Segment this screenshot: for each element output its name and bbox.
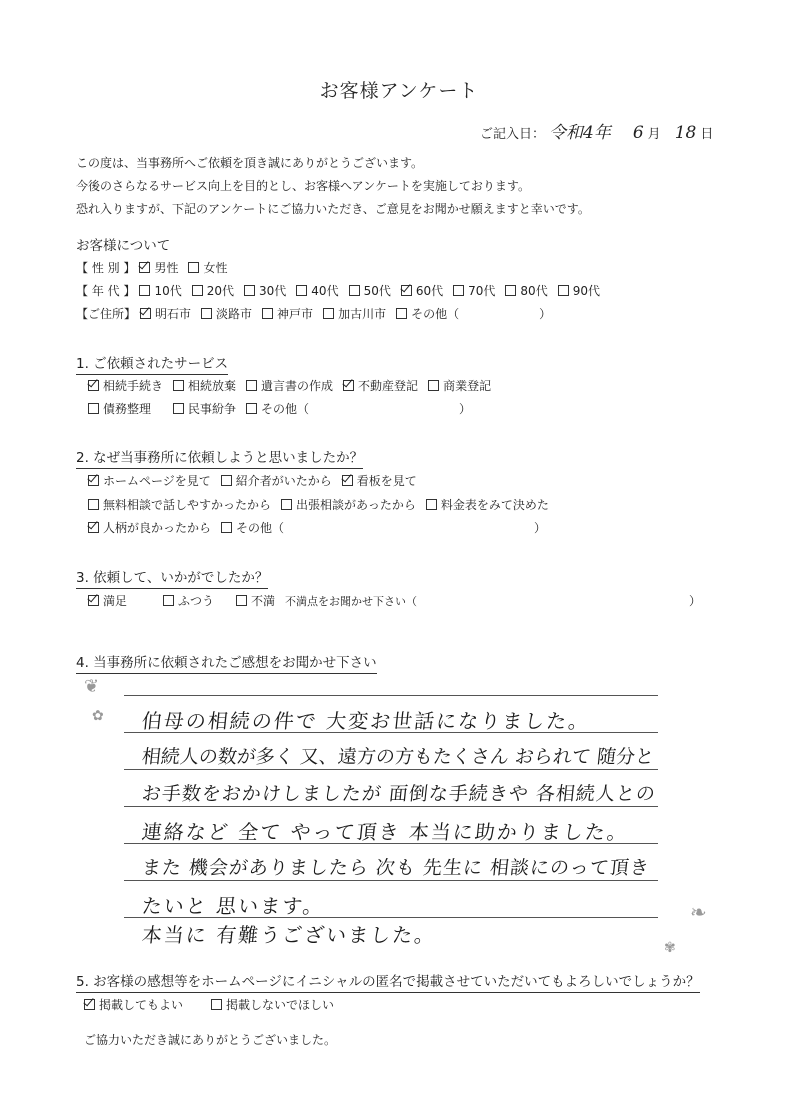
checkbox[interactable] bbox=[343, 380, 354, 391]
response-line bbox=[124, 806, 658, 807]
option-label: 30代 bbox=[259, 284, 287, 298]
option-label: 料金表をみて決めた bbox=[440, 498, 549, 512]
floral-ornament-icon: ❦ bbox=[84, 676, 100, 697]
option-label: 女性 bbox=[203, 261, 228, 275]
date-day-unit: 日 bbox=[700, 127, 714, 142]
option-label: その他（ bbox=[236, 521, 285, 535]
option-label: 70代 bbox=[468, 284, 496, 298]
age-label: 【 年 代 】 bbox=[76, 284, 136, 298]
reason-homepage-option[interactable] bbox=[88, 472, 211, 489]
option-label: 債務整理 bbox=[103, 402, 152, 416]
option-label: 加古川市 bbox=[338, 307, 387, 321]
reason-signboard-option[interactable] bbox=[342, 472, 417, 489]
reason-other-option[interactable] bbox=[221, 519, 284, 536]
handwritten-response-line: たいと 思います。 bbox=[140, 894, 326, 918]
checkbox[interactable] bbox=[88, 403, 99, 414]
option-label: 10代 bbox=[154, 284, 182, 298]
age-40-option[interactable] bbox=[296, 282, 338, 299]
q3-heading bbox=[76, 566, 268, 586]
age-30-option[interactable] bbox=[244, 282, 286, 299]
reason-referral-option[interactable] bbox=[221, 472, 332, 489]
response-line bbox=[124, 880, 658, 881]
reason-fee-option[interactable] bbox=[426, 496, 549, 513]
service-inheritance-option[interactable] bbox=[88, 377, 163, 394]
checkbox[interactable] bbox=[453, 285, 464, 296]
checkbox[interactable] bbox=[163, 595, 174, 606]
q3-row bbox=[88, 592, 701, 609]
date-era: 令和4年 bbox=[549, 123, 611, 143]
option-label: 男性 bbox=[154, 261, 179, 275]
q1-row-1 bbox=[88, 377, 501, 394]
q4-heading-text: 4. 当事務所に依頼されたご感想をお聞かせ下さい bbox=[76, 655, 377, 674]
intro-line-2: 今後のさらなるサービス向上を目的とし、お客様へアンケートを実施しております。 bbox=[76, 179, 530, 193]
age-20-option[interactable] bbox=[192, 282, 234, 299]
age-50-option[interactable] bbox=[349, 282, 391, 299]
age-row bbox=[76, 282, 610, 299]
residence-kobe-option[interactable] bbox=[262, 305, 313, 322]
date-label: ご記入日： bbox=[480, 127, 546, 142]
q5-heading-text: 5. お客様の感想等をホームページにイニシャルの匿名で掲載させていただいてもよろしいでしょうか？ bbox=[76, 974, 700, 993]
option-label: 掲載してもよい bbox=[99, 998, 184, 1012]
checkbox[interactable] bbox=[323, 308, 334, 319]
intro-line-1: この度は、当事務所へご依頼を頂き誠にありがとうございます。 bbox=[76, 156, 424, 170]
checkbox[interactable] bbox=[349, 285, 360, 296]
checkbox[interactable] bbox=[246, 380, 257, 391]
service-commercial-option[interactable] bbox=[428, 377, 491, 394]
q2-row-3 bbox=[88, 519, 546, 536]
option-label: ホームページを見て bbox=[103, 474, 211, 488]
option-label: 淡路市 bbox=[216, 307, 253, 321]
date-day: 18 bbox=[674, 123, 697, 143]
dissatisfaction-prompt: 不満点をお聞かせ下さい（ bbox=[285, 594, 418, 608]
option-label: 紹介者がいたから bbox=[235, 474, 332, 488]
checkbox[interactable] bbox=[246, 403, 257, 414]
checkbox[interactable] bbox=[88, 380, 99, 391]
checkbox[interactable] bbox=[342, 475, 353, 486]
age-70-option[interactable] bbox=[453, 282, 495, 299]
floral-ornament-icon: ✿ bbox=[92, 708, 104, 724]
checkbox[interactable] bbox=[558, 285, 569, 296]
option-label: 相続放棄 bbox=[188, 379, 237, 393]
checkbox[interactable] bbox=[262, 308, 273, 319]
option-label: 20代 bbox=[206, 284, 235, 298]
leaf-ornament-icon: ✾ bbox=[664, 940, 676, 956]
q5-heading bbox=[76, 970, 700, 990]
option-label: 人柄が良かったから bbox=[103, 521, 212, 535]
q2-heading bbox=[76, 446, 363, 466]
checkbox[interactable] bbox=[88, 475, 99, 486]
service-debt-option[interactable] bbox=[88, 400, 151, 417]
age-90-option[interactable] bbox=[558, 282, 600, 299]
checkbox[interactable] bbox=[88, 499, 99, 510]
service-other-close: ） bbox=[459, 402, 472, 416]
gender-label: 【 性 別 】 bbox=[76, 261, 136, 275]
handwritten-response-line: 伯母の相続の件で 大変お世話になりました。 bbox=[140, 709, 592, 733]
option-label: 民事紛争 bbox=[188, 402, 237, 416]
q1-heading bbox=[76, 352, 228, 372]
checkbox[interactable] bbox=[84, 999, 95, 1010]
checkbox[interactable] bbox=[236, 595, 247, 606]
residence-awaji-option[interactable] bbox=[201, 305, 252, 322]
checkbox[interactable] bbox=[139, 262, 150, 273]
q2-row-2 bbox=[88, 496, 559, 513]
option-label: 60代 bbox=[415, 284, 444, 298]
checkbox[interactable] bbox=[140, 308, 151, 319]
residence-other-close: ） bbox=[539, 307, 552, 321]
option-label: 満足 bbox=[103, 594, 128, 608]
checkbox[interactable] bbox=[426, 499, 437, 510]
gender-male-option[interactable] bbox=[139, 259, 178, 276]
checkbox[interactable] bbox=[188, 262, 199, 273]
option-label: 50代 bbox=[363, 284, 391, 298]
gender-row bbox=[76, 259, 237, 276]
checkbox[interactable] bbox=[139, 285, 150, 296]
residence-row bbox=[76, 305, 551, 322]
date-month-unit: 月 bbox=[647, 127, 661, 142]
option-label: 相続手続き bbox=[103, 379, 164, 393]
option-label: 不動産登記 bbox=[358, 379, 419, 393]
handwritten-response-line: 相続人の数が多く 又、遠方の方もたくさん おられて 随分と bbox=[140, 746, 656, 768]
closing-message: ご協力いただき誠にありがとうございました。 bbox=[84, 1033, 337, 1047]
checkbox[interactable] bbox=[296, 285, 307, 296]
option-label: 遺言書の作成 bbox=[261, 379, 334, 393]
service-civil-option[interactable] bbox=[173, 400, 236, 417]
checkbox[interactable] bbox=[192, 285, 203, 296]
date-month: 6 bbox=[632, 123, 644, 143]
service-will-option[interactable] bbox=[246, 377, 333, 394]
response-line bbox=[124, 769, 658, 770]
page-title: お客様アンケート bbox=[319, 80, 479, 102]
q3-heading-text: 3. 依頼して、いかがでしたか？ bbox=[76, 570, 268, 589]
reason-visit-option[interactable] bbox=[281, 496, 416, 513]
checkbox[interactable] bbox=[244, 285, 255, 296]
dissatisfaction-close: ） bbox=[689, 594, 702, 608]
checkbox[interactable] bbox=[505, 285, 516, 296]
checkbox[interactable] bbox=[221, 475, 232, 486]
service-other-option[interactable] bbox=[246, 400, 309, 417]
age-60-option[interactable] bbox=[401, 282, 443, 299]
handwritten-response-line: また 機会がありましたら 次も 先生に 相談にのって頂き bbox=[140, 857, 651, 879]
checkbox[interactable] bbox=[281, 499, 292, 510]
checkbox[interactable] bbox=[173, 380, 184, 391]
publish-allow-option[interactable] bbox=[84, 996, 183, 1013]
entry-date bbox=[480, 118, 713, 143]
residence-other-option[interactable] bbox=[396, 305, 459, 322]
option-label: 不満 bbox=[251, 594, 276, 608]
handwritten-response-line: 連絡など 全て やって頂き 本当に助かりました。 bbox=[140, 820, 631, 844]
q4-heading bbox=[76, 651, 377, 671]
checkbox[interactable] bbox=[173, 403, 184, 414]
q2-row-1 bbox=[88, 472, 427, 489]
checkbox[interactable] bbox=[201, 308, 212, 319]
age-10-option[interactable] bbox=[139, 282, 181, 299]
result-neutral-option[interactable] bbox=[163, 592, 214, 609]
checkbox[interactable] bbox=[211, 999, 222, 1010]
checkbox[interactable] bbox=[428, 380, 439, 391]
about-heading: お客様について bbox=[76, 238, 171, 254]
reason-other-close: ） bbox=[534, 521, 547, 535]
publish-deny-option[interactable] bbox=[211, 996, 334, 1013]
checkbox[interactable] bbox=[396, 308, 407, 319]
checkbox[interactable] bbox=[221, 522, 232, 533]
option-label: 無料相談で話しやすかったから bbox=[103, 498, 272, 512]
response-line bbox=[124, 695, 658, 696]
reason-personality-option[interactable] bbox=[88, 519, 211, 536]
handwritten-response-line: お手数をおかけしましたが 面倒な手続きや 各相続人との bbox=[140, 783, 658, 805]
residence-akashi-option[interactable] bbox=[140, 305, 191, 322]
residence-label: 【ご住所】 bbox=[76, 307, 137, 321]
q2-heading-text: 2. なぜ当事務所に依頼しようと思いましたか？ bbox=[76, 450, 363, 469]
checkbox[interactable] bbox=[88, 522, 99, 533]
gender-female-option[interactable] bbox=[188, 259, 227, 276]
handwritten-response-line: 本当に 有難うございました。 bbox=[140, 923, 438, 947]
option-label: 40代 bbox=[311, 284, 339, 298]
q5-row bbox=[84, 996, 344, 1013]
option-label: その他（ bbox=[411, 307, 460, 321]
leaf-ornament-icon: ❧ bbox=[690, 900, 707, 924]
service-renunciation-option[interactable] bbox=[173, 377, 236, 394]
option-label: その他（ bbox=[261, 402, 310, 416]
age-80-option[interactable] bbox=[505, 282, 547, 299]
option-label: 90代 bbox=[572, 284, 600, 298]
intro-line-3: 恐れ入りますが、下記のアンケートにご協力いただき、ご意見をお聞かせ願えますと幸いです。 bbox=[76, 202, 590, 216]
option-label: 明石市 bbox=[155, 307, 192, 321]
checkbox[interactable] bbox=[401, 285, 412, 296]
reason-free-consult-option[interactable] bbox=[88, 496, 271, 513]
option-label: 神戸市 bbox=[277, 307, 314, 321]
option-label: 掲載しないでほしい bbox=[226, 998, 335, 1012]
residence-kakogawa-option[interactable] bbox=[323, 305, 386, 322]
option-label: 80代 bbox=[520, 284, 548, 298]
option-label: 商業登記 bbox=[443, 379, 492, 393]
service-real-estate-option[interactable] bbox=[343, 377, 418, 394]
result-dissatisfied-option[interactable] bbox=[236, 592, 275, 609]
option-label: 出張相談があったから bbox=[296, 498, 416, 512]
q1-row-2 bbox=[88, 400, 471, 417]
q1-heading-text: 1. ご依頼されたサービス bbox=[76, 356, 228, 375]
result-satisfied-option[interactable] bbox=[88, 592, 127, 609]
option-label: 看板を見て bbox=[356, 474, 417, 488]
option-label: ふつう bbox=[178, 594, 215, 608]
checkbox[interactable] bbox=[88, 595, 99, 606]
